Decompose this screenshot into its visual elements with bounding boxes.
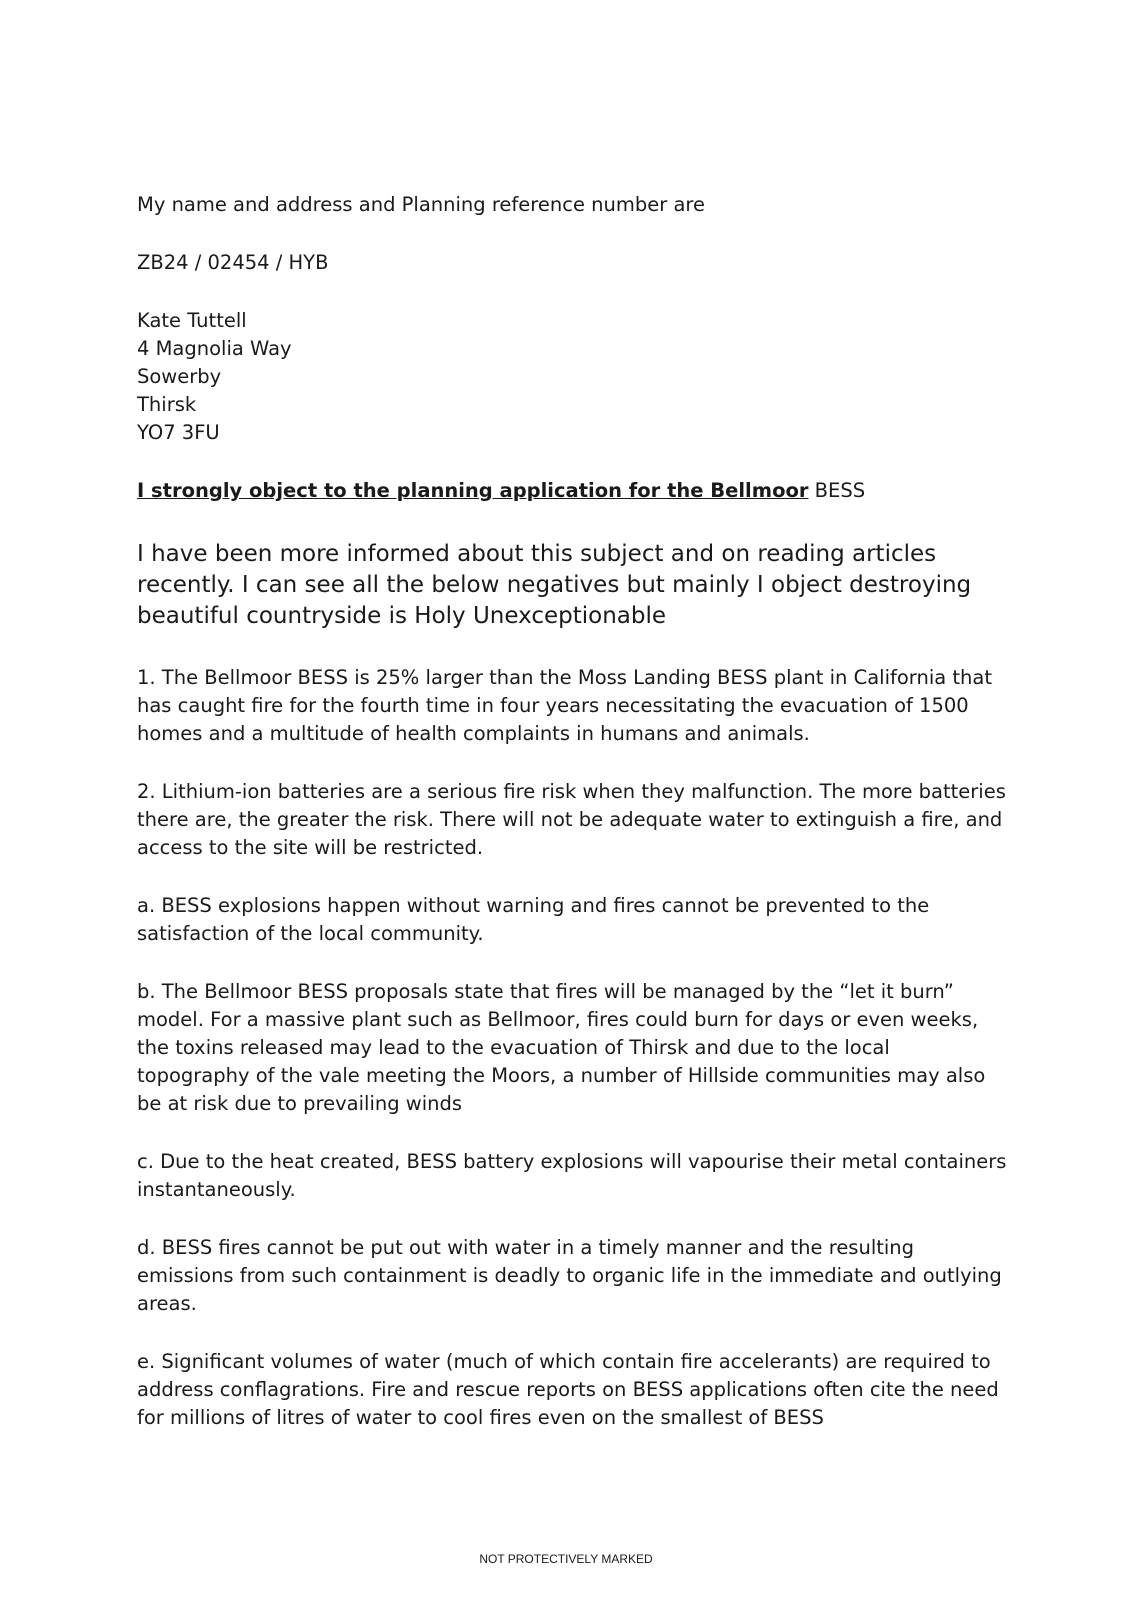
planning-reference: ZB24 / 02454 / HYB bbox=[137, 251, 329, 274]
address-block bbox=[137, 307, 1007, 447]
address-area: Sowerby bbox=[137, 365, 222, 388]
letter-body bbox=[137, 191, 1007, 1462]
point-d: d. BESS fires cannot be put out with water in a timely manner and the resulting emissions from such containment is deadly to organic life in the immediate and outlying areas. bbox=[137, 1236, 1002, 1315]
objection-points bbox=[137, 664, 1007, 1432]
point-2: 2. Lithium-ion batteries are a serious fire risk when they malfunction. The more batteries there are, the greater the risk. There will not be adequate water to extinguish a fire, and access to the site will be restricted. bbox=[137, 780, 1006, 859]
intro-line: My name and address and Planning reference number are bbox=[137, 193, 705, 216]
address-street: 4 Magnolia Way bbox=[137, 337, 292, 360]
address-town: Thirsk bbox=[137, 393, 197, 416]
objection-heading bbox=[137, 477, 1007, 505]
classification-footer: NOT PROTECTIVELY MARKED bbox=[479, 1552, 653, 1566]
objection-heading-rest: BESS bbox=[808, 479, 866, 502]
point-b: b. The Bellmoor BESS proposals state that fires will be managed by the “let it burn” model. For a massive plant such as Bellmoor, fires could burn for days or even weeks, the toxins released may lead to the evacuation of Thirsk and due to the local topography of the vale meeting the Moors, a number of Hillside communities may also be at risk due to prevailing winds bbox=[137, 980, 986, 1115]
point-a: a. BESS explosions happen without warning and fires cannot be prevented to the satisfaction of the local community. bbox=[137, 894, 930, 945]
address-postcode: YO7 3FU bbox=[137, 421, 220, 444]
point-e: e. Significant volumes of water (much of which contain fire accelerants) are required to address conflagrations. Fire and rescue reports on BESS applications often cite the need for millions of litres of water to cool fires even on the smallest of BESS bbox=[137, 1350, 999, 1429]
point-1: 1. The Bellmoor BESS is 25% larger than the Moss Landing BESS plant in California that has caught fire for the fourth time in four years necessitating the evacuation of 1500 homes and a multitude of health complaints in humans and animals. bbox=[137, 666, 993, 745]
address-name: Kate Tuttell bbox=[137, 309, 247, 332]
objection-heading-strong: I strongly object to the planning application for the Bellmoor bbox=[137, 479, 809, 502]
objection-statement: I have been more informed about this subject and on reading articles recently. I can see all the below negatives but mainly I object destroying beautiful countryside is Holy Unexceptionable bbox=[137, 541, 972, 629]
point-c: c. Due to the heat created, BESS battery explosions will vapourise their metal containers instantaneously. bbox=[137, 1150, 1007, 1201]
